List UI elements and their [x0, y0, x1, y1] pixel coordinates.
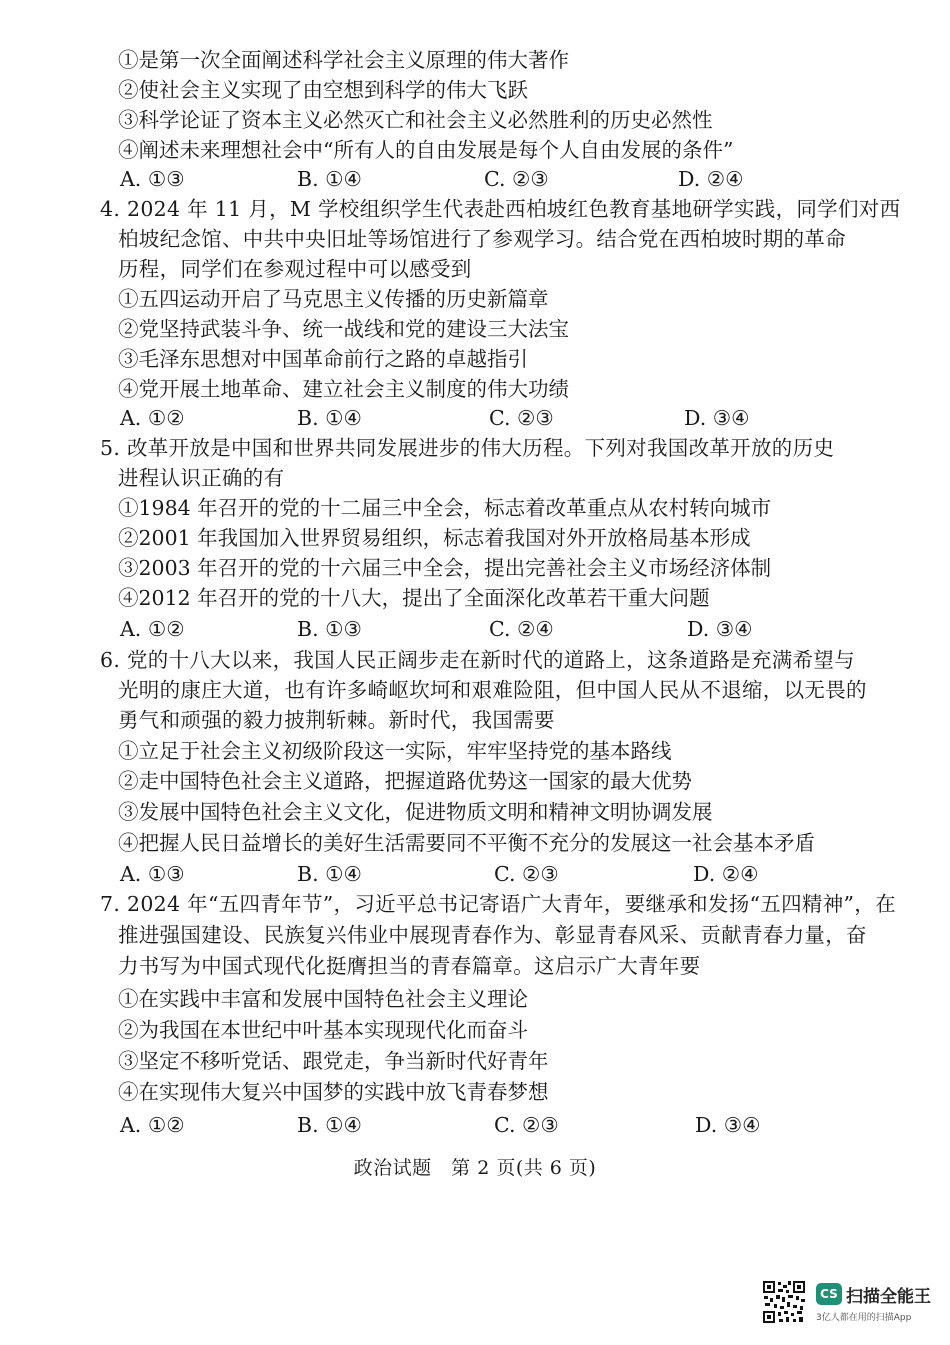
q4-option-1: ①五四运动开启了马克思主义传播的历史新篇章 [118, 287, 549, 311]
q6-stem-line-2: 光明的康庄大道，也有许多崎岖坎坷和艰难险阻，但中国人民从不退缩，以无畏的 [118, 678, 867, 702]
q5-answer-b: B. ①③ [297, 617, 362, 641]
q3-answer-c: C. ②③ [484, 167, 549, 191]
q7-option-1: ①在实践中丰富和发展中国特色社会主义理论 [118, 987, 528, 1011]
q5-stem-line-1: 5. 改革开放是中国和世界共同发展进步的伟大历程。下列对我国改革开放的历史 [100, 436, 835, 460]
q5-stem-line-2: 进程认识正确的有 [118, 466, 285, 490]
q4-stem-line-2: 柏坡纪念馆、中共中央旧址等场馆进行了参观学习。结合党在西柏坡时期的革命 [118, 227, 846, 251]
scanner-brand-name: 扫描全能王 [846, 1287, 931, 1307]
q7-answer-a: A. ①② [120, 1113, 185, 1137]
q5-option-2: ②2001 年我国加入世界贸易组织，标志着我国对外开放格局基本形成 [118, 526, 751, 550]
q6-option-2: ②走中国特色社会主义道路，把握道路优势这一国家的最大优势 [118, 769, 692, 793]
q7-answers [0, 1110, 950, 1140]
q5-option-1: ①1984 年召开的党的十二届三中全会，标志着改革重点从农村转向城市 [118, 496, 772, 520]
q5-option-3: ③2003 年召开的党的十六届三中全会，提出完善社会主义市场经济体制 [118, 556, 772, 580]
q4-answer-b: B. ①④ [297, 406, 362, 430]
q5-answer-a: A. ①② [120, 617, 185, 641]
q4-stem-line-1: 4. 2024 年 11 月，M 学校组织学生代表赴西柏坡红色教育基地研学实践，同学们对西 [100, 197, 901, 221]
q3-option-1: ①是第一次全面阐述科学社会主义原理的伟大著作 [118, 48, 569, 72]
q6-answer-d: D. ②④ [693, 862, 759, 886]
q6-answer-a: A. ①③ [120, 862, 185, 886]
qr-code-icon [762, 1280, 806, 1324]
q6-option-3: ③发展中国特色社会主义文化，促进物质文明和精神文明协调发展 [118, 800, 713, 824]
q3-option-4: ④阐述未来理想社会中“所有人的自由发展是每个人自由发展的条件” [118, 138, 734, 162]
q4-answer-d: D. ③④ [684, 406, 750, 430]
q6-stem-line-1: 6. 党的十八大以来，我国人民正阔步走在新时代的道路上，这条道路是充满希望与 [100, 648, 855, 672]
q6-answer-b: B. ①④ [297, 862, 362, 886]
q5-answers [0, 614, 950, 644]
q3-answer-d: D. ②④ [678, 167, 744, 191]
q7-option-3: ③坚定不移听党话、跟党走，争当新时代好青年 [118, 1049, 549, 1073]
q7-answer-b: B. ①④ [297, 1113, 362, 1137]
q6-option-1: ①立足于社会主义初级阶段这一实际，牢牢坚持党的基本路线 [118, 739, 672, 763]
q7-stem-line-3: 力书写为中国式现代化挺膺担当的青春篇章。这启示广大青年要 [118, 954, 701, 978]
q3-answer-b: B. ①④ [297, 167, 362, 191]
q4-option-2: ②党坚持武装斗争、统一战线和党的建设三大法宝 [118, 317, 569, 341]
q7-answer-c: C. ②③ [494, 1113, 559, 1137]
scanner-tagline: 3亿人都在用的扫描App [816, 1313, 912, 1323]
q4-option-3: ③毛泽东思想对中国革命前行之路的卓越指引 [118, 347, 528, 371]
q4-answer-c: C. ②③ [489, 406, 554, 430]
q6-stem-line-3: 勇气和顽强的毅力披荆斩棘。新时代，我国需要 [118, 708, 555, 732]
q4-option-4: ④党开展土地革命、建立社会主义制度的伟大功绩 [118, 377, 569, 401]
q7-stem-line-2: 推进强国建设、民族复兴伟业中展现青春作为、彰显青春风采、贡献青春力量，奋 [118, 923, 867, 947]
q3-option-2: ②使社会主义实现了由空想到科学的伟大飞跃 [118, 78, 528, 102]
scanner-watermark [762, 1280, 932, 1330]
q7-answer-d: D. ③④ [695, 1113, 761, 1137]
page-footer: 政治试题 第 2 页(共 6 页) [353, 1157, 597, 1179]
q6-answers [0, 859, 950, 889]
q6-answer-c: C. ②③ [494, 862, 559, 886]
q5-answer-c: C. ②④ [489, 617, 554, 641]
q4-answer-a: A. ①② [120, 406, 185, 430]
q7-option-2: ②为我国在本世纪中叶基本实现现代化而奋斗 [118, 1018, 528, 1042]
q7-stem-line-1: 7. 2024 年“五四青年节”，习近平总书记寄语广大青年，要继承和发扬“五四精神”，在 [100, 892, 896, 916]
q5-answer-d: D. ③④ [687, 617, 753, 641]
q5-option-4: ④2012 年召开的党的十八大，提出了全面深化改革若干重大问题 [118, 586, 710, 610]
q3-answer-a: A. ①③ [120, 167, 185, 191]
q6-option-4: ④把握人民日益增长的美好生活需要同不平衡不充分的发展这一社会基本矛盾 [118, 831, 815, 855]
q4-stem-line-3: 历程，同学们在参观过程中可以感受到 [118, 257, 472, 281]
q4-answers [0, 403, 950, 433]
q3-answers [0, 164, 950, 194]
q7-option-4: ④在实现伟大复兴中国梦的实践中放飞青春梦想 [118, 1080, 549, 1104]
q3-option-3: ③科学论证了资本主义必然灭亡和社会主义必然胜利的历史必然性 [118, 108, 713, 132]
camscanner-logo-icon: CS [816, 1283, 842, 1305]
